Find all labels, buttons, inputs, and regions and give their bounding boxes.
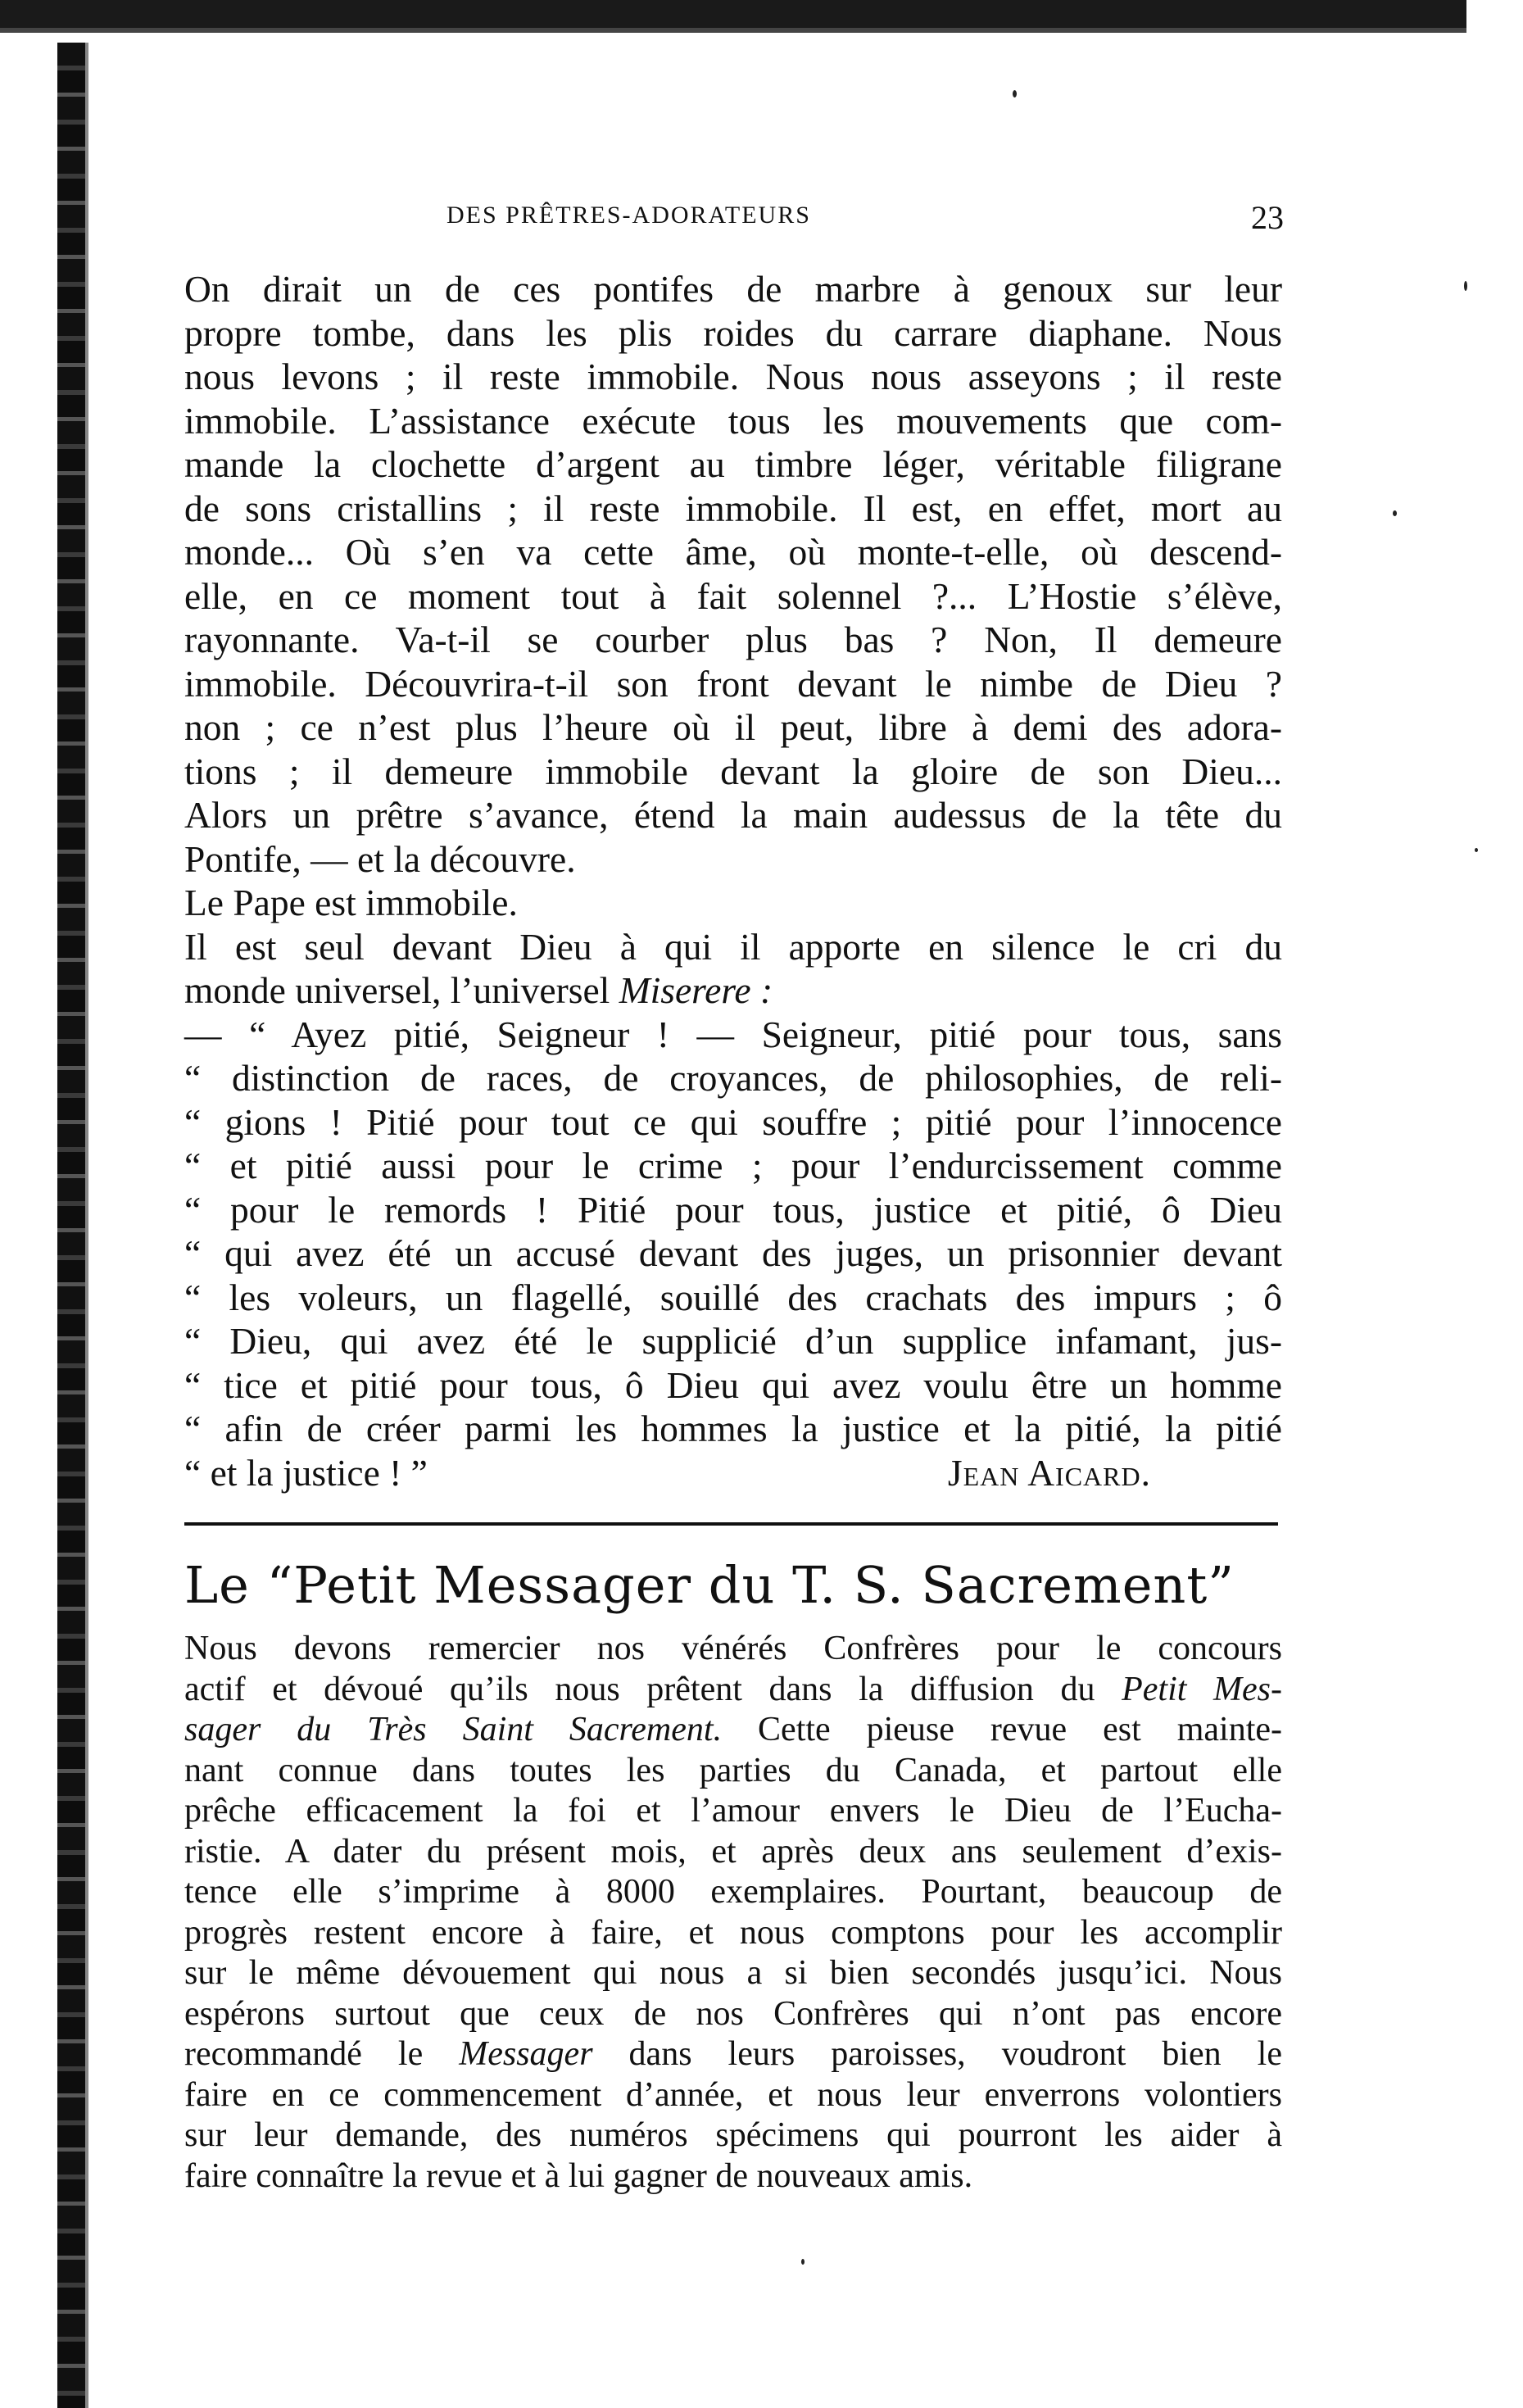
text-line: mande la clochette d’argent au timbre léger, véritable filigrane — [184, 443, 1282, 485]
prayer-line: “ gions ! Pitié pour tout ce qui souffre ; pitié pour l’innocence — [184, 1100, 1282, 1143]
text-run: Cette pieuse revue est mainte- — [722, 1711, 1282, 1748]
prayer-line: “ Dieu, qui avez été le supplicié d’un supplice infamant, jus- — [184, 1320, 1282, 1362]
text-line: ristie. A dater du présent mois, et après deux ans seulement d’exis- — [184, 1832, 1282, 1871]
running-head-title: DES PRÊTRES-ADORATEURS — [446, 202, 811, 229]
text-line — [184, 1710, 1282, 1751]
text-run: monde universel, l’universel — [184, 969, 619, 1011]
scan-speck — [801, 2259, 805, 2265]
scan-speck — [1393, 510, 1397, 516]
prayer-line: — “ Ayez pitié, Seigneur ! — Seigneur, pitié pour tous, sans — [184, 1013, 1282, 1055]
scan-speck — [1013, 90, 1017, 97]
text-run: actif et dévoué qu’ils nous prêtent dans la diffusion du — [184, 1670, 1122, 1708]
text-line — [184, 2034, 1282, 2075]
running-head — [184, 195, 1282, 244]
text-line: tions ; il demeure immobile devant la gloire de son Dieu... — [184, 750, 1282, 792]
text-line: sur le même dévouement qui nous a si bien secondés jusqu’ici. Nous — [184, 1954, 1282, 1992]
text-line: On dirait un de ces pontifes de marbre à genoux sur leur — [184, 268, 1282, 310]
text-line: rayonnante. Va-t-il se courber plus bas ? Non, Il demeure — [184, 619, 1282, 660]
passage-paragraph-1 — [184, 267, 1282, 881]
text-line: immobile. L’assistance exécute tous les mouvements que com- — [184, 399, 1282, 442]
scan-speck — [1475, 848, 1478, 852]
text-line: elle, en ce moment tout à fait solennel ?... L’Hostie s’élève, — [184, 574, 1282, 617]
text-line: de sons cristallins ; il reste immobile. Il est, en effet, mort au — [184, 487, 1282, 529]
text-line: progrès restent encore à faire, et nous comptons pour les accomplir — [184, 1913, 1282, 1952]
passage-paragraph-3 — [184, 925, 1282, 1013]
book-page — [184, 195, 1282, 2197]
miserere-italic: Miserere : — [619, 969, 773, 1011]
section-divider — [184, 1522, 1278, 1526]
text-line: espérons surtout que ceux de nos Confrères qui n’ont pas encore — [184, 1994, 1282, 2033]
prayer-line: “ distinction de races, de croyances, de philosophies, de reli- — [184, 1057, 1282, 1099]
prayer-last-line: “ et la justice ! ” — [184, 1451, 428, 1494]
prayer-line: “ qui avez été un accusé devant des juges, un prisonnier devant — [184, 1232, 1282, 1274]
text-line: tence elle s’imprime à 8000 exemplaires. Pourtant, beaucoup de — [184, 1873, 1282, 1911]
text-line: sur leur demande, des numéros spécimens qui pourront les aider à — [184, 2116, 1282, 2154]
text-line: nant connue dans toutes les parties du Canada, et partout elle — [184, 1751, 1282, 1789]
text-run: dans leurs paroisses, voudront bien le — [592, 2035, 1282, 2073]
prayer-line: “ pour le remords ! Pitié pour tous, justice et pitié, ô Dieu — [184, 1188, 1282, 1231]
prayer-line: “ tice et pitié pour tous, ô Dieu qui avez voulu être un homme — [184, 1363, 1282, 1406]
article-paragraph — [184, 1629, 1282, 2197]
scan-speck — [1464, 281, 1467, 291]
text-line: Le Pape est immobile. — [184, 882, 518, 923]
passage — [184, 267, 1282, 1494]
scan-binding-edge — [57, 43, 85, 2408]
messager-italic: Messager — [459, 2035, 593, 2073]
prayer-line: “ et pitié aussi pour le crime ; pour l’endurcissement comme — [184, 1145, 1282, 1186]
text-line — [184, 968, 1282, 1013]
section-heading: Le “Petit Messager du T. S. Sacrement” — [184, 1555, 1235, 1615]
periodical-title-italic: Petit Mes- — [1122, 1670, 1282, 1708]
text-line: Nous devons remercier nos vénérés Confrères pour le concours — [184, 1630, 1282, 1667]
text-line: propre tombe, dans les plis roides du carrare diaphane. Nous — [184, 311, 1282, 354]
author-signature: Jean Aicard. — [947, 1451, 1151, 1494]
text-line: Alors un prêtre s’avance, étend la main audessus de la tête du — [184, 794, 1282, 836]
passage-paragraph-2 — [184, 881, 1282, 925]
page-number: 23 — [1251, 199, 1284, 236]
text-line: faire connaître la revue et à lui gagner de nouveaux amis. — [184, 2156, 973, 2195]
text-line: prêche efficacement la foi et l’amour envers le Dieu de l’Eucha- — [184, 1792, 1282, 1830]
prayer-quote — [184, 1013, 1282, 1495]
text-line: Pontife, — et la découvre. — [184, 837, 576, 880]
prayer-line: “ les voleurs, un flagellé, souillé des crachats des impurs ; ô — [184, 1276, 1282, 1318]
text-line: nous levons ; il reste immobile. Nous nous asseyons ; il reste — [184, 356, 1282, 397]
prayer-line: “ afin de créer parmi les hommes la justice et la pitié, la pitié — [184, 1408, 1282, 1449]
scan-top-border — [0, 0, 1466, 43]
text-line: non ; ce n’est plus l’heure où il peut, libre à demi des adora- — [184, 706, 1282, 748]
text-line: Il est seul devant Dieu à qui il apporte en silence le cri du — [184, 925, 1282, 968]
text-line: faire en ce commencement d’année, et nous leur enverrons volontiers — [184, 2075, 1282, 2114]
periodical-title-italic: sager du Très Saint Sacrement. — [184, 1711, 723, 1748]
prayer-final-line — [184, 1451, 1282, 1495]
text-line: immobile. Découvrira-t-il son front devant le nimbe de Dieu ? — [184, 662, 1282, 705]
text-line: monde... Où s’en va cette âme, où monte-t-elle, où descend- — [184, 531, 1282, 573]
scan-binding-shadow — [85, 43, 88, 2408]
text-line — [184, 1670, 1282, 1711]
text-run: recommandé le — [184, 2035, 460, 2073]
